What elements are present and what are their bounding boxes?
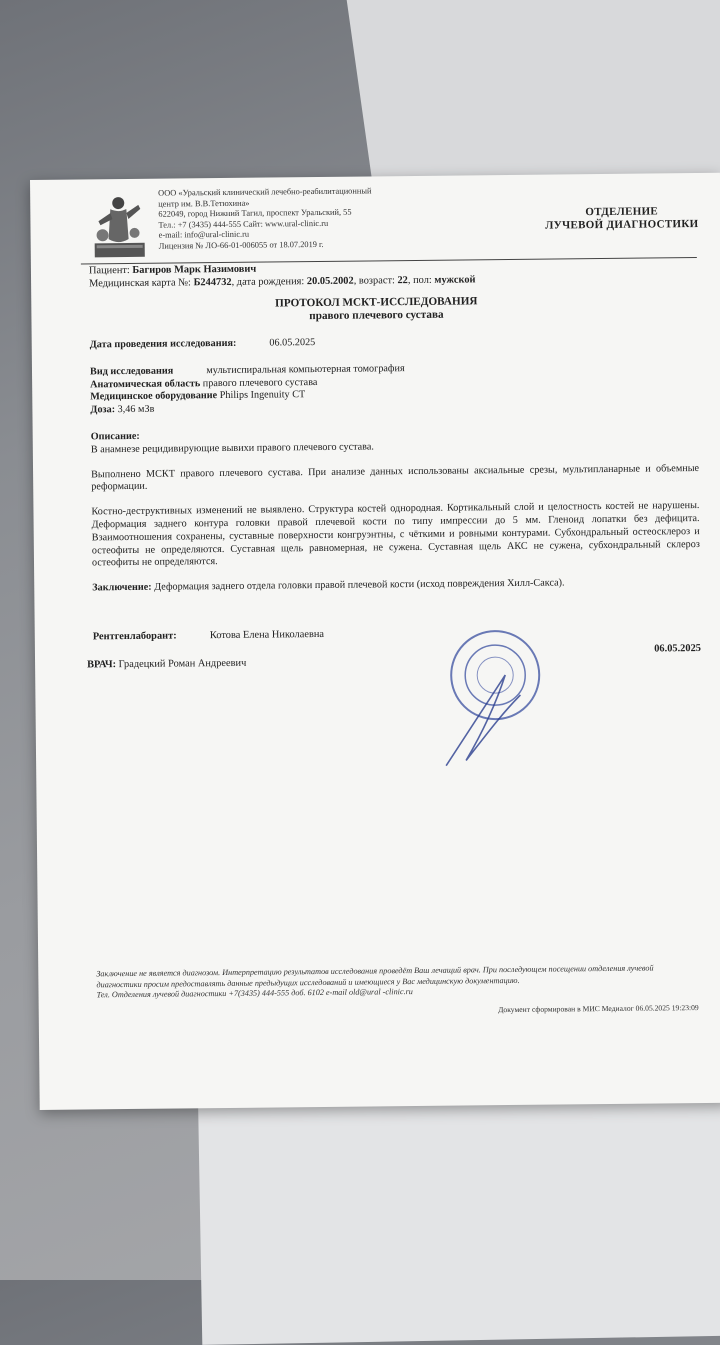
footer-note bbox=[96, 963, 698, 1001]
clinic-logo-icon bbox=[88, 191, 151, 262]
protocol-document bbox=[30, 173, 720, 1110]
org-license: Лицензия № ЛО-66-01-006055 от 18.07.2019 г. bbox=[158, 239, 324, 251]
age-label: возраст: bbox=[358, 274, 395, 287]
dose-label: Доза: bbox=[90, 404, 116, 416]
conclusion bbox=[92, 576, 700, 595]
department-line: ЛУЧЕВОЙ ДИАГНОСТИКИ bbox=[545, 218, 699, 232]
description-paragraph: Костно-деструктивных изменений не выявлено. Структура костей однородная. Кортикальный слой и целостность костей не нарушены. Деформация заднего контура головки правой плечевой кости по типу импрессии до 5 мм. Гленоид лопатки без дефицита. Взаимоотношения сохранены, суставные поверхности конгруэнтны, с чёткими и ровными контурами. Субхондральный остеосклероз и остеофиты не определяются. Суставная щель равномерная, не сужена. Суставная щель АКС не сужена, субхондральный склероз остеофиты не определяются. bbox=[91, 500, 700, 569]
signature-date: 06.05.2025 bbox=[654, 643, 702, 655]
equipment-label: Медицинское оборудование bbox=[90, 390, 218, 403]
card-number: Б244732 bbox=[193, 276, 232, 288]
doctor-name: Градецкий Роман Андреевич bbox=[118, 657, 247, 671]
exam-type-label: Вид исследования bbox=[89, 365, 174, 378]
patient-label: Пациент: bbox=[88, 264, 130, 277]
description-label: Описание: bbox=[90, 430, 140, 443]
patient-info: Пациент: Багиров Марк Назимович Медицинская карта №: Б244732, дата рождения: 20.05.2002, возраст: 22, пол: мужской bbox=[88, 263, 476, 289]
protocol-title bbox=[31, 293, 720, 326]
equipment-value: Philips Ingenuity CT bbox=[219, 389, 306, 402]
org-line: центр им. В.В.Тетюхина» bbox=[158, 198, 250, 209]
radiographer bbox=[93, 629, 324, 642]
title-sub: правого плечевого сустава bbox=[309, 308, 444, 323]
doctor bbox=[87, 658, 246, 671]
department-title bbox=[545, 205, 699, 233]
dose-value: 3,46 мЗв bbox=[117, 403, 155, 416]
exam-date-label: Дата проведения исследования: bbox=[89, 337, 237, 351]
doctor-label: ВРАЧ: bbox=[87, 659, 117, 671]
exam-date: 06.05.2025 bbox=[269, 337, 316, 349]
org-address: 622049, город Нижний Тагил, проспект Уральский, 55 bbox=[158, 207, 352, 219]
card-label: Медицинская карта №: bbox=[89, 276, 191, 289]
age-value: 22 bbox=[397, 274, 408, 286]
conclusion-text: Деформация заднего отдела головки правой плечевой кости (исход повреждения Хилл-Сакса). bbox=[154, 577, 565, 593]
dob-value: 20.05.2002 bbox=[306, 275, 354, 287]
conclusion-label: Заключение: bbox=[92, 581, 152, 594]
area-label: Анатомическая область bbox=[90, 377, 201, 390]
org-line: ООО «Уральский клинический лечебно-реабилитационный bbox=[158, 186, 372, 198]
area-value: правого плечевого сустава bbox=[202, 376, 318, 389]
department-line: ОТДЕЛЕНИЕ bbox=[585, 205, 659, 219]
sex-label: пол: bbox=[412, 274, 432, 286]
org-contacts: Тел.: +7 (3435) 444-555 Сайт: www.ural-clinic.ru bbox=[158, 218, 329, 230]
description-paragraph: В анамнезе рецидивирующие вывихи правого плечевого сустава. bbox=[90, 441, 374, 456]
patient-name: Багиров Марк Назимович bbox=[132, 263, 257, 276]
background-paper bbox=[198, 1075, 720, 1345]
sex-value: мужской bbox=[434, 273, 476, 286]
footer-contacts: Тел. Отделения лучевой диагностики +7(3435) 444-555 доб. 6102 e-mail old@ural -clinic.ru bbox=[96, 987, 413, 1000]
radiographer-name: Котова Елена Николаевна bbox=[209, 628, 325, 642]
dob-label: дата рождения: bbox=[236, 275, 305, 288]
signature-icon bbox=[425, 655, 546, 776]
organization-info bbox=[158, 186, 372, 252]
radiographer-label: Рентгенлаборант: bbox=[92, 630, 177, 643]
exam-type: мультиспиральная компьютерная томография bbox=[206, 362, 405, 376]
footer-disclaimer: Заключение не является диагнозом. Интерпретацию результатов исследования проведёт Ваш лечащий врач. При последующем посещении отделения лучевой диагностики просим предоставлять данные предыдущих исследований и имеющиеся у Вас медицинскую документацию. bbox=[96, 963, 654, 989]
org-email: e-mail: info@ural-clinic.ru bbox=[158, 230, 250, 241]
protocol-body bbox=[90, 333, 701, 595]
description-paragraph: Выполнено МСКТ правого плечевого сустава. При анализе данных использованы аксиальные срезы, мультипланарные и объемные реформации. bbox=[91, 462, 700, 493]
document-generated: Документ сформирован в МИС Медиалог 06.05.2025 19:23:09 bbox=[498, 1003, 699, 1015]
title-main: ПРОТОКОЛ МСКТ-ИССЛЕДОВАНИЯ bbox=[275, 295, 478, 310]
